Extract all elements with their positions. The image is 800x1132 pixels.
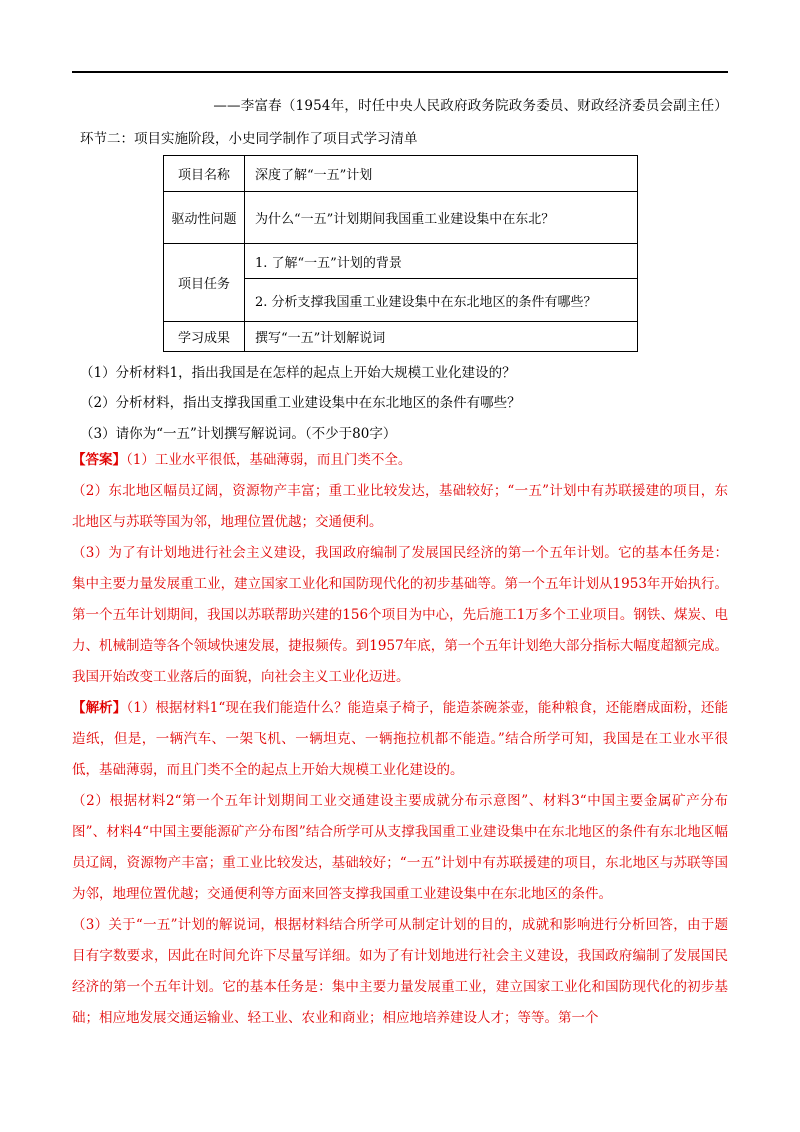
question-1: （1）分析材料1，指出我国是在怎样的起点上开始大规模工业化建设的？: [80, 365, 516, 381]
question-3: （3）请你为“一五”计划撰写解说词。（不少于80字）: [80, 426, 397, 442]
table-row: [164, 192, 638, 244]
analysis-2: （2）根据材料2“第一个五年计划期间工业交通建设主要成就分布示意图”、材料3“中国主要金属矿产分布图”、材料4“中国主要能源矿产分布图”结合所学可从支撑我国重工业建设集中在东北地区的条件有东北地区幅员辽阔，资源物产丰富；重工业比较发达，基础较好；“一五”计划中有苏联援建的项目，东北地区与苏联等国为邻，地理位置优越；交通便利等方面来回答支撑我国重工业建设集中在东北地区的条件。: [72, 793, 728, 902]
table-cell-label: 驱动性问题: [164, 192, 245, 244]
answer-2: （2）东北地区幅员辽阔，资源物产丰富；重工业比较发达，基础较好；“一五”计划中有苏联援建的项目，东北地区与苏联等国为邻，地理位置优越；交通便利。: [72, 483, 728, 530]
table-cell-value: 1. 了解“一五”计划的背景: [245, 244, 638, 279]
answer-1-text: （1）工业水平很低，基础薄弱，而且门类不全。: [126, 452, 412, 468]
analysis-1: [72, 693, 728, 786]
analysis-1-text: （1）根据材料1“现在我们能造什么？能造桌子椅子，能造茶碗茶壶，能种粮食，还能磨成面粉，还能造纸，但是，一辆汽车、一架飞机、一辆坦克、一辆拖拉机都不能造。”结合所学可知，我国是在工业水平很低，基础薄弱，而且门类不全的起点上开始大规模工业化建设的。: [72, 700, 728, 778]
analysis-tag: 【解析】: [72, 700, 127, 716]
answer-3: （3）为了有计划地进行社会主义建设，我国政府编制了发展国民经济的第一个五年计划。它的基本任务是：集中主要力量发展重工业，建立国家工业化和国防现代化的初步基础等。第一个五年计划从1953年开始执行。第一个五年计划期间，我国以苏联帮助兴建的156个项目为中心，先后施工1万多个工业项目。钢铁、煤炭、电力、机械制造等各个领域快速发展，捷报频传。到1957年底，第一个五年计划绝大部分指标大幅度超额完成。我国开始改变工业落后的面貌，向社会主义工业化迈进。: [72, 545, 728, 685]
project-plan-table: [163, 155, 638, 352]
analysis-3: （3）关于“一五”计划的解说词，根据材料结合所学可从制定计划的目的，成就和影响进行分析回答，由于题目有字数要求，因此在时间允许下尽量写详细。如为了有计划地进行社会主义建设，我国政府编制了发展国民经济的第一个五年计划。它的基本任务是：集中主要力量发展重工业，建立国家工业化和国防现代化的初步基础；相应地发展交通运输业、轻工业、农业和商业；相应地培养建设人才；等等。第一个: [72, 917, 728, 1026]
question-2: （2）分析材料，指出支撑我国重工业建设集中在东北地区的条件有哪些？: [80, 395, 521, 411]
table-row: [164, 244, 638, 279]
header-rule: [72, 71, 728, 73]
table-cell-label: 学习成果: [164, 322, 245, 352]
table-cell-value: 2. 分析支撑我国重工业建设集中在东北地区的条件有哪些？: [245, 279, 638, 322]
table-cell-label: 项目名称: [164, 156, 245, 192]
quote-attribution: ——李富春（1954年，时任中央人民政府政务院政务委员、财政经济委员会副主任）: [213, 98, 728, 114]
table-cell-value: 撰写“一五”计划解说词: [245, 322, 638, 352]
table-row: [164, 156, 638, 192]
section-intro: 环节二：项目实施阶段，小史同学制作了项目式学习清单: [80, 131, 418, 147]
table-cell-label: 项目任务: [164, 244, 245, 322]
table-cell-value: 为什么“一五”计划期间我国重工业建设集中在东北？: [245, 192, 638, 244]
answer-tag: 【答案】: [72, 452, 126, 468]
answer-1: [72, 445, 728, 476]
table-cell-value: 深度了解“一五”计划: [245, 156, 638, 192]
table-row: [164, 322, 638, 352]
